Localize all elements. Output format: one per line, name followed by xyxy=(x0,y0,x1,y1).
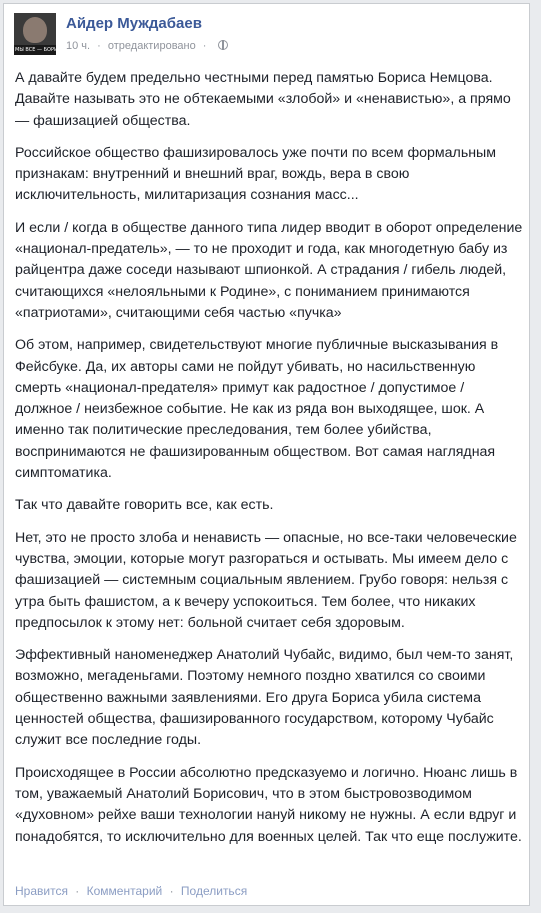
meta-separator: · xyxy=(97,40,101,52)
post-paragraph: Нет, это не просто злоба и ненависть — опасные, но все-таки человеческие чувства, эмоции, которые могут разгораться и остывать. Мы имеем дело с фашизацией — системным социальным явлением. Грубо говоря: нельзя с утра быть фашистом, а к вечеру успокоиться. Тем более, что никаких предпосылок к этому нет: больной считает себя здоровым. xyxy=(15,529,517,631)
post-text xyxy=(15,68,523,859)
edited-label[interactable]: отредактировано xyxy=(107,40,196,52)
post-time[interactable]: 10 ч. xyxy=(66,40,91,52)
meta-separator: · xyxy=(202,40,207,52)
share-link[interactable]: Поделиться xyxy=(180,884,248,898)
avatar[interactable] xyxy=(14,13,62,55)
avatar-caption: МЫ ВСЕ — БОРИС xyxy=(15,47,62,53)
like-link[interactable]: Нравится xyxy=(15,884,68,898)
author-name[interactable]: Айдер Муждабаев xyxy=(66,15,202,32)
post-paragraph: Происходящее в России абсолютно предсказуемо и логично. Нюанс лишь в том, уважаемый Анатолий Борисович, что в этом быстровозводимом «духовном» рейхе ваши технологии нануй никому не нужны. А если вдруг и понадобятся, то исключительно для военных целей. Так что еще послужите. xyxy=(15,764,522,845)
globe-icon[interactable] xyxy=(218,40,228,50)
action-separator: · xyxy=(75,884,80,898)
facebook-post xyxy=(3,3,530,906)
post-paragraph: А давайте будем предельно честными перед памятью Бориса Немцова. Давайте называть это не обтекаемыми «злобой» и «ненавистью», а прямо — фашизацией общества. xyxy=(15,70,511,129)
post-paragraph: Российское общество фашизировалось уже почти по всем формальным признакам: внутренний и внешний враг, вождь, вера в свою исключительность, милитаризация сознания масс... xyxy=(15,144,496,204)
post-paragraph: Эффективный наноменеджер Анатолий Чубайс, видимо, был чем-то занят, возможно, мегаденьгами. Поэтому немного поздно хватился со своими общественно важными заявлениями. Его друга Бориса убила система ценностей общества, фашизированного государством, которому Чубайс служит все последние годы. xyxy=(15,647,514,749)
post-actions xyxy=(15,884,247,898)
post-meta xyxy=(66,40,228,52)
avatar-photo xyxy=(23,17,47,43)
post-paragraph: И если / когда в обществе данного типа лидер вводит в оборот определение «национал-предатель», — то не проходит и года, как многодетную бабу из райцентра даже соседи называют шпионкой. А страдания / гибель людей, считающихся «нелояльными к Родине», с пониманием принимаются «патриотами», считающими себя частью «пучка» xyxy=(15,219,523,321)
post-paragraph: Об этом, например, свидетельствуют многие публичные высказывания в Фейсбуке. Да, их авторы сами не пойдут убивать, но насильственную смерть «национал-предателя» примут как радостное / допустимое / должное / неизбежное событие. Не как из ряда вон выходящее, шок. А именно так политические преследования, тем более убийства, воспринимаются не фашизированным обществом. Вот самая наглядная симптоматика. xyxy=(15,337,499,482)
post-paragraph: Так что давайте говорить все, как есть. xyxy=(15,497,274,514)
comment-link[interactable]: Комментарий xyxy=(86,884,163,898)
action-separator: · xyxy=(169,884,174,898)
